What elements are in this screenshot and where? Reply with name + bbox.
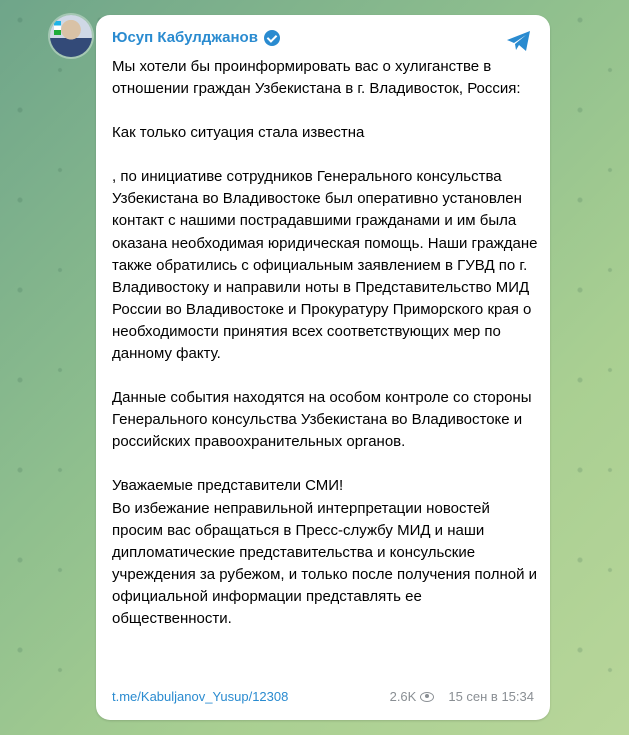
post-link[interactable]: t.me/Kabuljanov_Yusup/12308 — [112, 689, 289, 704]
author-name[interactable]: Юсуп Кабулджанов — [112, 29, 258, 46]
message-paragraph: Данные события находятся на особом контроле со стороны Генерального консульства Узбекистана во Владивостоке и российских правоохранительных органов. — [112, 389, 532, 451]
eye-icon — [420, 692, 434, 702]
message-paragraph: , по инициативе сотрудников Генерального консульства Узбекистана во Владивостоке был оперативно установлен контакт с нашими пострадавшими гражданами и им была оказана необходимая юридическая помощь. Наши граждане также обратились с официальным заявлением в ГУВД по г. Владивостоку и направили ноты в Представительство МИД России во Владивостоке и Прокуратуру Приморского края о необходимости принятия всех соответствующих мер по данному факту. — [112, 168, 538, 363]
timestamp: 15 сен в 15:34 — [448, 689, 534, 704]
telegram-icon[interactable] — [506, 29, 532, 53]
views-count: 2.6K — [389, 689, 417, 704]
message-paragraph: Как только ситуация стала известна — [112, 124, 365, 142]
message-text — [112, 56, 542, 630]
message-paragraph: Уважаемые представители СМИ! — [112, 477, 344, 495]
avatar[interactable] — [50, 15, 92, 57]
message-header — [112, 29, 280, 46]
message-footer — [112, 689, 534, 704]
message-bubble — [96, 15, 550, 720]
views-counter — [390, 689, 435, 704]
verified-badge-icon — [264, 30, 280, 46]
uzbekistan-flag-icon — [54, 21, 61, 35]
message-paragraph: Мы хотели бы проинформировать вас о хулиганстве в отношении граждан Узбекистана в г. Владивосток, Россия: — [112, 58, 521, 98]
message-paragraph: Во избежание неправильной интерпретации новостей просим вас обращаться в Пресс-службу МИД и наши дипломатические представительства и консульские учреждения за рубежом, и только после получения полной и официальной информации представлять ее общественности. — [112, 499, 537, 627]
